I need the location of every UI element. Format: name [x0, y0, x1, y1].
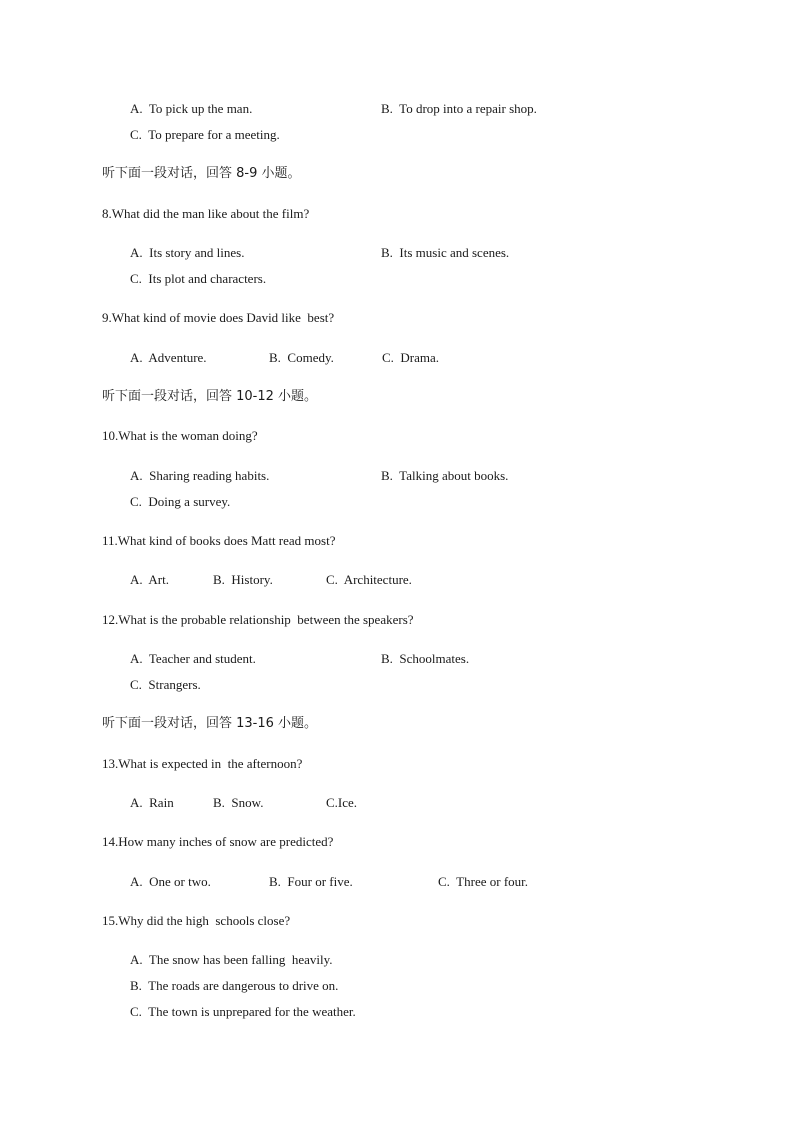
q15-option-a: A. The snow has been falling heavily. — [130, 952, 333, 967]
q7-option-c: C. To prepare for a meeting. — [130, 127, 280, 142]
q10-option-a: A. Sharing reading habits. — [130, 468, 270, 483]
q11-question: 11.What kind of books does Matt read most? — [102, 533, 336, 548]
q10-question: 10.What is the woman doing? — [102, 428, 258, 443]
q7-option-a: A. To pick up the man. — [130, 101, 253, 116]
q9-option-b: B. Comedy. — [269, 350, 334, 365]
q8-option-b: B. Its music and scenes. — [381, 245, 510, 260]
q11-option-a: A. Art. — [130, 572, 169, 587]
q14-option-c: C. Three or four. — [438, 874, 529, 889]
q15-question: 15.Why did the high schools close? — [102, 913, 291, 928]
q8-option-a: A. Its story and lines. — [130, 245, 245, 260]
q9-question: 9.What kind of movie does David like best? — [102, 310, 335, 325]
q13-option-a: A. Rain — [130, 795, 174, 810]
section-heading-10-12: 听下面一段对话，回答 10-12 小题。 — [102, 389, 318, 404]
q15-option-b: B. The roads are dangerous to drive on. — [130, 978, 339, 993]
q8-question: 8.What did the man like about the film? — [102, 206, 310, 221]
q12-option-b: B. Schoolmates. — [381, 651, 470, 666]
q10-option-b: B. Talking about books. — [381, 468, 509, 483]
q12-option-a: A. Teacher and student. — [130, 651, 256, 666]
section-heading-8-9: 听下面一段对话，回答 8-9 小题。 — [102, 166, 301, 181]
q14-option-b: B. Four or five. — [269, 874, 353, 889]
q8-option-c: C. Its plot and characters. — [130, 271, 267, 286]
q10-option-c: C. Doing a survey. — [130, 494, 231, 509]
q14-question: 14.How many inches of snow are predicted? — [102, 834, 334, 849]
q11-option-b: B. History. — [213, 572, 273, 587]
q7-option-b: B. To drop into a repair shop. — [381, 101, 537, 116]
q9-option-c: C. Drama. — [382, 350, 440, 365]
q11-option-c: C. Architecture. — [326, 572, 412, 587]
q9-option-a: A. Adventure. — [130, 350, 207, 365]
q13-option-c: C.Ice. — [326, 795, 358, 810]
section-heading-13-16: 听下面一段对话，回答 13-16 小题。 — [102, 716, 318, 731]
q12-option-c: C. Strangers. — [130, 677, 201, 692]
q12-question: 12.What is the probable relationship between the speakers? — [102, 612, 414, 627]
q13-option-b: B. Snow. — [213, 795, 264, 810]
q15-option-c: C. The town is unprepared for the weather. — [130, 1004, 356, 1019]
q14-option-a: A. One or two. — [130, 874, 211, 889]
q13-question: 13.What is expected in the afternoon? — [102, 756, 303, 771]
